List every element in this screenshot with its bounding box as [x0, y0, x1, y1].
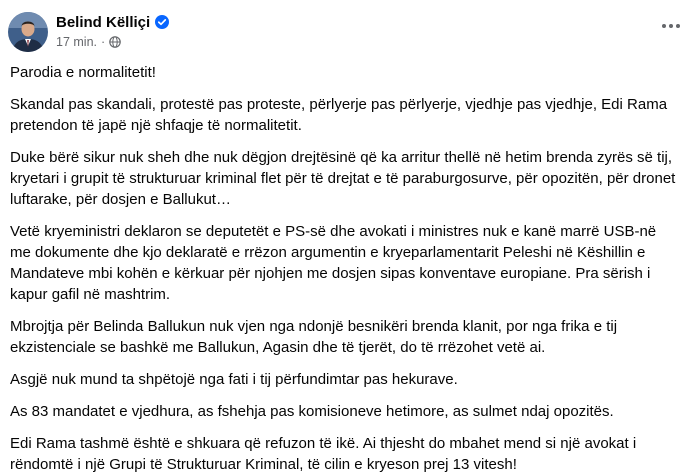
avatar-image — [8, 12, 48, 52]
verified-badge-icon — [155, 15, 169, 29]
post-paragraph: Edi Rama tashmë është e shkuara që refuzon të ikë. Ai thjesht do mbahet mend si një avokat i rëndomtë i një Grupi të Strukturuar Kriminal, të cilin e kryeson prej 13 vitesh! — [10, 435, 637, 473]
avatar[interactable] — [8, 12, 48, 52]
post-paragraph: Mbrojtja për Belinda Ballukun nuk vjen nga ndonjë besnikëri brenda klanit, por nga frika e tij ekzistenciale se bashkë me Ballukun, Agasin dhe të tjerët, do të rrëzohet vetë ai. — [10, 318, 618, 356]
author-row — [56, 13, 169, 31]
post-timestamp[interactable]: 17 min. — [56, 35, 97, 49]
post-subline — [56, 35, 169, 49]
post-paragraph: Vetë kryeministri deklaron se deputetët e PS-së dhe avokati i ministres nuk e kanë marrë USB-në me dokumente dhe kjo deklaratë e rrëzon argumentin e kryeparlamentarit Peleshi në Këshillin e Mandateve mbi kohën e kërkuar për njohjen me dosjen sipas konventave europiane. Pra sërish i kapur gafil në mashtrim. — [10, 223, 657, 303]
post-paragraph: Parodia e normalitetit! — [10, 64, 156, 81]
more-horizontal-icon — [661, 23, 681, 29]
post-paragraph: Duke bërë sikur nuk sheh dhe nuk dëgjon drejtësinë që ka arritur thellë në hetim brenda zyrës së tij, kryetari i grupit të strukturuar kriminal flet për të drejtat e të paraburgosurve, për opozitën, për dronet luftarake, për dosjen e Ballukut… — [10, 149, 676, 208]
author-name[interactable]: Belind Këlliçi — [56, 13, 151, 31]
globe-icon[interactable] — [109, 36, 121, 48]
post-paragraph: As 83 mandatet e vjedhura, as fshehja pas komisioneve hetimore, as sulmet ndaj opozitës. — [10, 403, 614, 420]
meta-separator: · — [101, 35, 106, 49]
post-text — [8, 62, 685, 475]
post-paragraph: Asgjë nuk mund ta shpëtojë nga fati i tij përfundimtar pas hekurave. — [10, 371, 458, 388]
post-meta — [56, 8, 169, 49]
more-options-button[interactable] — [659, 14, 683, 38]
post-paragraph: Skandal pas skandali, protestë pas proteste, përlyerje pas përlyerje, vjedhje pas vjedhje, Edi Rama pretendon të japë një shfaqje të normalitetit. — [10, 96, 668, 134]
post-header — [8, 8, 685, 56]
